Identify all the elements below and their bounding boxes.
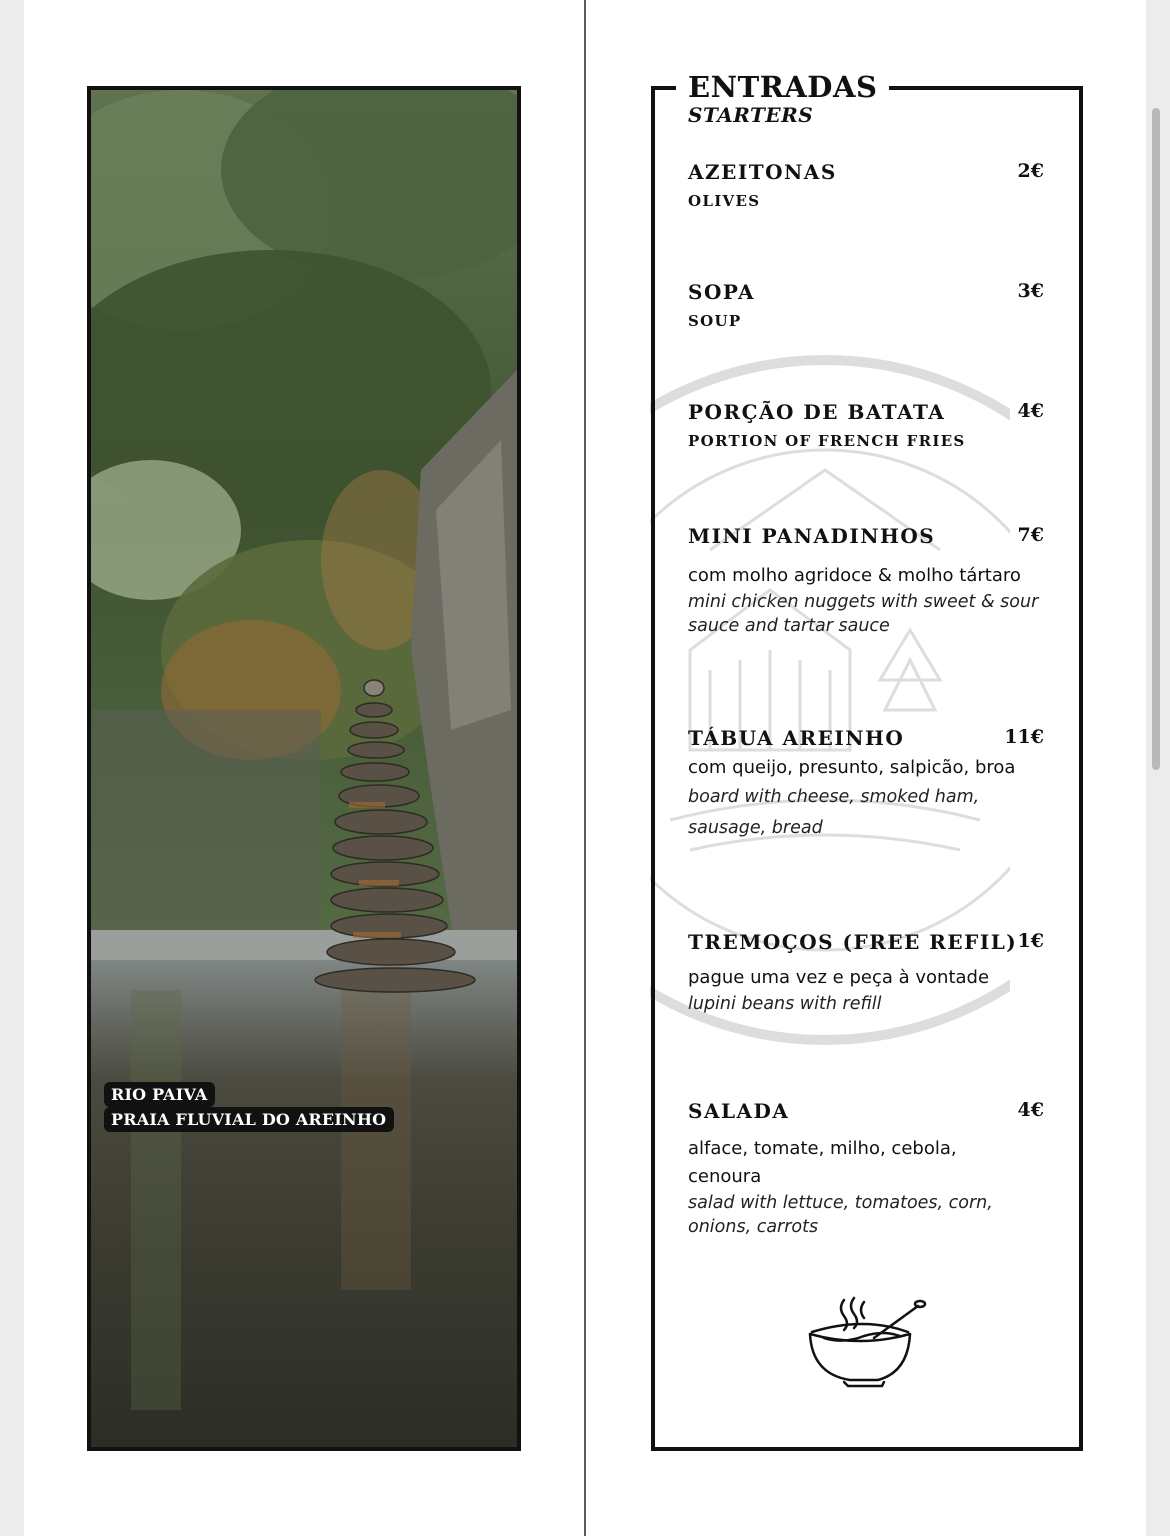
menu-title: ENTRADAS <box>688 70 878 104</box>
item-description: com queijo, presunto, salpicão, broa <box>688 757 1016 778</box>
page-gutter <box>584 0 586 1536</box>
item-description: alface, tomate, milho, cebola, cenoura <box>688 1138 957 1187</box>
item-price: 11€ <box>1004 726 1044 748</box>
menu-item-azeitonas <box>688 160 1044 210</box>
item-description: com molho agridoce & molho tártaro <box>688 565 1021 586</box>
item-name: AZEITONAS <box>688 160 837 184</box>
item-name-en: OLIVES <box>688 192 761 210</box>
item-name: PORÇÃO DE BATATA <box>688 400 946 424</box>
item-description-en: mini chicken nuggets with sweet & sour sauce and tartar sauce <box>688 592 1039 636</box>
item-description-en: salad with lettuce, tomatoes, corn, onions, carrots <box>688 1193 993 1237</box>
item-name: TREMOÇOS (FREE REFIL) <box>688 930 1018 954</box>
menu-item-sopa <box>688 280 1044 330</box>
item-name: MINI PANADINHOS <box>688 524 936 548</box>
item-name: SOPA <box>688 280 755 304</box>
menu-item-salada <box>688 1099 1044 1239</box>
item-price: 7€ <box>1017 524 1044 546</box>
item-description-en: board with cheese, smoked ham, sausage, bread <box>688 787 980 838</box>
menu-heading <box>676 70 889 126</box>
item-price: 4€ <box>1017 1099 1044 1121</box>
item-name-en: PORTION OF FRENCH FRIES <box>688 432 966 450</box>
menu-subtitle: STARTERS <box>688 103 814 127</box>
menu-item-tremocos <box>688 930 1044 1016</box>
item-name-en: SOUP <box>688 312 742 330</box>
item-price: 1€ <box>1017 930 1044 952</box>
menu-item-mini-panadinhos <box>688 524 1044 638</box>
caption-line-1: RIO PAIVA <box>104 1082 215 1107</box>
soup-bowl-icon <box>804 1296 928 1390</box>
item-price: 3€ <box>1017 280 1044 302</box>
river-photo-image <box>91 90 517 1447</box>
item-price: 4€ <box>1017 400 1044 422</box>
item-description: pague uma vez e peça à vontade <box>688 967 990 988</box>
item-price: 2€ <box>1017 160 1044 182</box>
item-name: SALADA <box>688 1099 790 1123</box>
item-name: TÁBUA AREINHO <box>688 726 905 750</box>
menu-item-porcao-de-batata <box>688 400 1044 450</box>
scrollbar[interactable] <box>1152 108 1160 770</box>
river-photo <box>87 86 521 1451</box>
photo-caption <box>104 1082 394 1132</box>
item-description-en: lupini beans with refill <box>688 994 882 1014</box>
caption-line-2: PRAIA FLUVIAL DO AREINHO <box>104 1107 394 1132</box>
menu-item-tabua-areinho <box>688 726 1044 844</box>
